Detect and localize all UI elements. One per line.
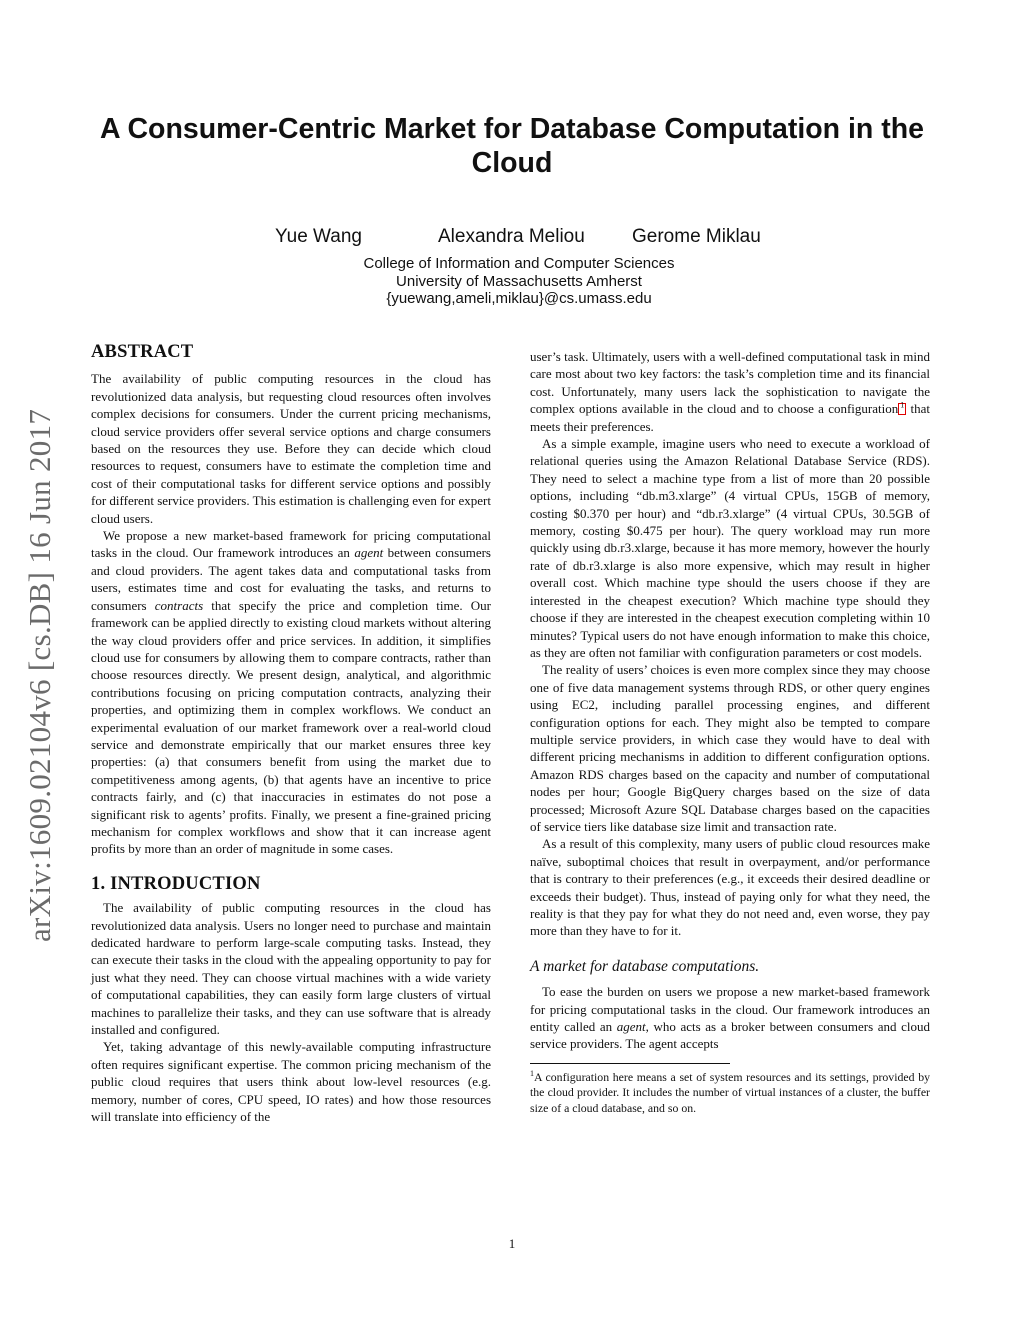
affiliation-line: College of Information and Computer Sciences bbox=[363, 255, 675, 272]
body-paragraph: As a simple example, imagine users who need to execute a workload of relational queries using the Amazon Relational Database Service (RDS). They need to select a machine type from a list of more than 20 possible options, including “db.m3.xlarge” (4 virtual CPUs, 15GB of memory, costing $0.370 per hour) and “db.r3.xlarge” (4 virtual CPUs, 30.5GB of memory, costing $0.475 per hour). The query workload may run more quickly using db.r3.xlarge, because it has more memory, however the hourly rate of db.r3.xlarge is also more expensive, which may result in higher overall cost. Which machine type should the users choose if they are interested in the cheapest execution? Which machine type should they choose if they are interested in the cheapest execution completing within 10 minutes? Typical users do not have enough information to make this choice, as they are often not familiar with configuration parameters or cost models. bbox=[530, 436, 930, 660]
left-column bbox=[91, 344, 491, 1125]
footnote: $^1$A configuration here means a set of system resources and its settings, provided by the cloud provider. It includes the number of virtual instances of a cluster, the buffer size of a cloud database, and so on. bbox=[530, 1068, 930, 1115]
abstract-heading: ABSTRACT bbox=[91, 342, 194, 362]
author-list bbox=[0, 226, 1024, 250]
body-paragraph: As a result of this complexity, many users of public cloud resources make naïve, suboptimal choices that result in overpayment, and/or performance that is contrary to their preferences (e.g., it exceeds their desired deadline or exceeds their budget). Thus, instead of paying only for what they need, the reality is that they pay for what they do not need and, even worse, they pay more than they have to for it. bbox=[530, 836, 930, 939]
body-paragraph: user’s task. Ultimately, users with a well-defined computational task in mind care most about two key factors: the task’s completion time and its financial cost. Unfortunately, many users lack the sophistication to navigate the complex options available in the cloud and to choose a configuration $^1$ that meets their preferences. bbox=[530, 349, 931, 434]
body-paragraph: The reality of users’ choices is even more complex since they may choose one of five data management systems through RDS, or other query engines using EC2, including parallel processing engines, and different configuration options for each. They might also be tempted to compare multiple service providers, in which case they would have to deal with different pricing mechanisms in addition to different configuration options. Amazon RDS charges based on the capacity and number of computational nodes per hour; Google BigQuery charges based on the size of data processed; Microsoft Azure SQL Database charges based on the capacities of service tiers like database size limit and transaction rate. bbox=[530, 662, 930, 834]
author-name: Yue Wang bbox=[275, 226, 362, 247]
introduction-heading: 1. INTRODUCTION bbox=[91, 873, 261, 894]
author-name: Alexandra Meliou bbox=[438, 226, 585, 247]
page-number: 1 bbox=[508, 1236, 516, 1251]
footnote-divider bbox=[530, 1063, 730, 1064]
body-paragraph: To ease the burden on users we propose a new market-based framework for pricing computational tasks in the cloud. Our framework introduces an entity called an agent, who acts as a broker between consumers and cloud service providers. The agent accepts bbox=[530, 984, 931, 1052]
author-name: Gerome Miklau bbox=[632, 226, 761, 247]
affiliation-line: University of Massachusetts Amherst bbox=[396, 272, 642, 290]
body-paragraph: The availability of public computing resources in the cloud has revolutionized data analysis. Users no longer need to purchase and maintain dedicated hardware to perform large-scale computing tasks. Instead, they can execute their tasks in the cloud with the appealing opportunity to pay for just what they need. They can choose virtual machines with a wide variety of computational capabilities, they can easily form large clusters of virtual machines to parallelize their tasks, and they can use software that is already installed and configured. bbox=[91, 900, 491, 1038]
arxiv-identifier: arXiv:1609.02104v6 [cs.DB] 16 Jun 2017 bbox=[22, 408, 57, 942]
subsection-heading: A market for database computations. bbox=[530, 957, 760, 975]
footnote-link[interactable]: 1 bbox=[898, 403, 906, 415]
body-paragraph: Yet, taking advantage of this newly-available computing infrastructure often requires significant expertise. The common pricing mechanism of the public cloud requires that users think about low-level resources (e.g. memory, number of cores, CPU speed, IO rates) and how those resources will translate into efficiency of the bbox=[91, 1039, 491, 1125]
paper-title: A Consumer-Centric Market for Database Computation in the Cloud bbox=[100, 113, 924, 179]
abstract-paragraph: We propose a new market-based framework for pricing computational tasks in the cloud. Our framework introduces an agent between consumers and cloud providers. The agent takes data and computational tasks from users, estimates time and cost for evaluating the tasks, and returns to consumers contracts that specify the price and completion time. Our framework can be applied directly to existing cloud markets without altering the way cloud providers offer and price services. In addition, it simplifies cloud use for consumers by allowing them to compare contracts, rather than choose resources directly. We present design, analytical, and algorithmic contributions focusing on pricing computation contracts, analyzing their properties, and optimizing them in complex workflows. We conduct an experimental evaluation of our market framework over a real-world cloud service and demonstrate empirically that our market ensures three key properties: (a) that consumers benefit from using the market due to competitiveness among agents, (b) that agents have an incentive to price contracts fairly, and (c) that inaccuracies in estimates do not pose a significant risk to agents’ profits. Finally, we present a fine-grained pricing mechanism for complex workflows and show that it can increase agent profits by more than an order of magnitude in some cases. bbox=[91, 528, 491, 857]
affiliation-block bbox=[0, 255, 1024, 308]
footnote-mark: 1 bbox=[530, 1068, 534, 1078]
abstract-paragraph: The availability of public computing resources in the cloud has revolutionized data analysis, but requesting cloud resources often involves complex decisions for consumers. Under the current pricing mechanisms, cloud service providers offer several service options and charge consumers based on the resources they use. Before they can decide which cloud resources to request, consumers have to estimate the completion time and cost of their computational tasks for different service options and possibly for different service providers. This estimation is challenging even for expert cloud users. bbox=[91, 371, 491, 526]
author-emails: {yuewang,ameli,miklau}@cs.umass.edu bbox=[386, 290, 652, 307]
right-column bbox=[530, 348, 930, 1116]
